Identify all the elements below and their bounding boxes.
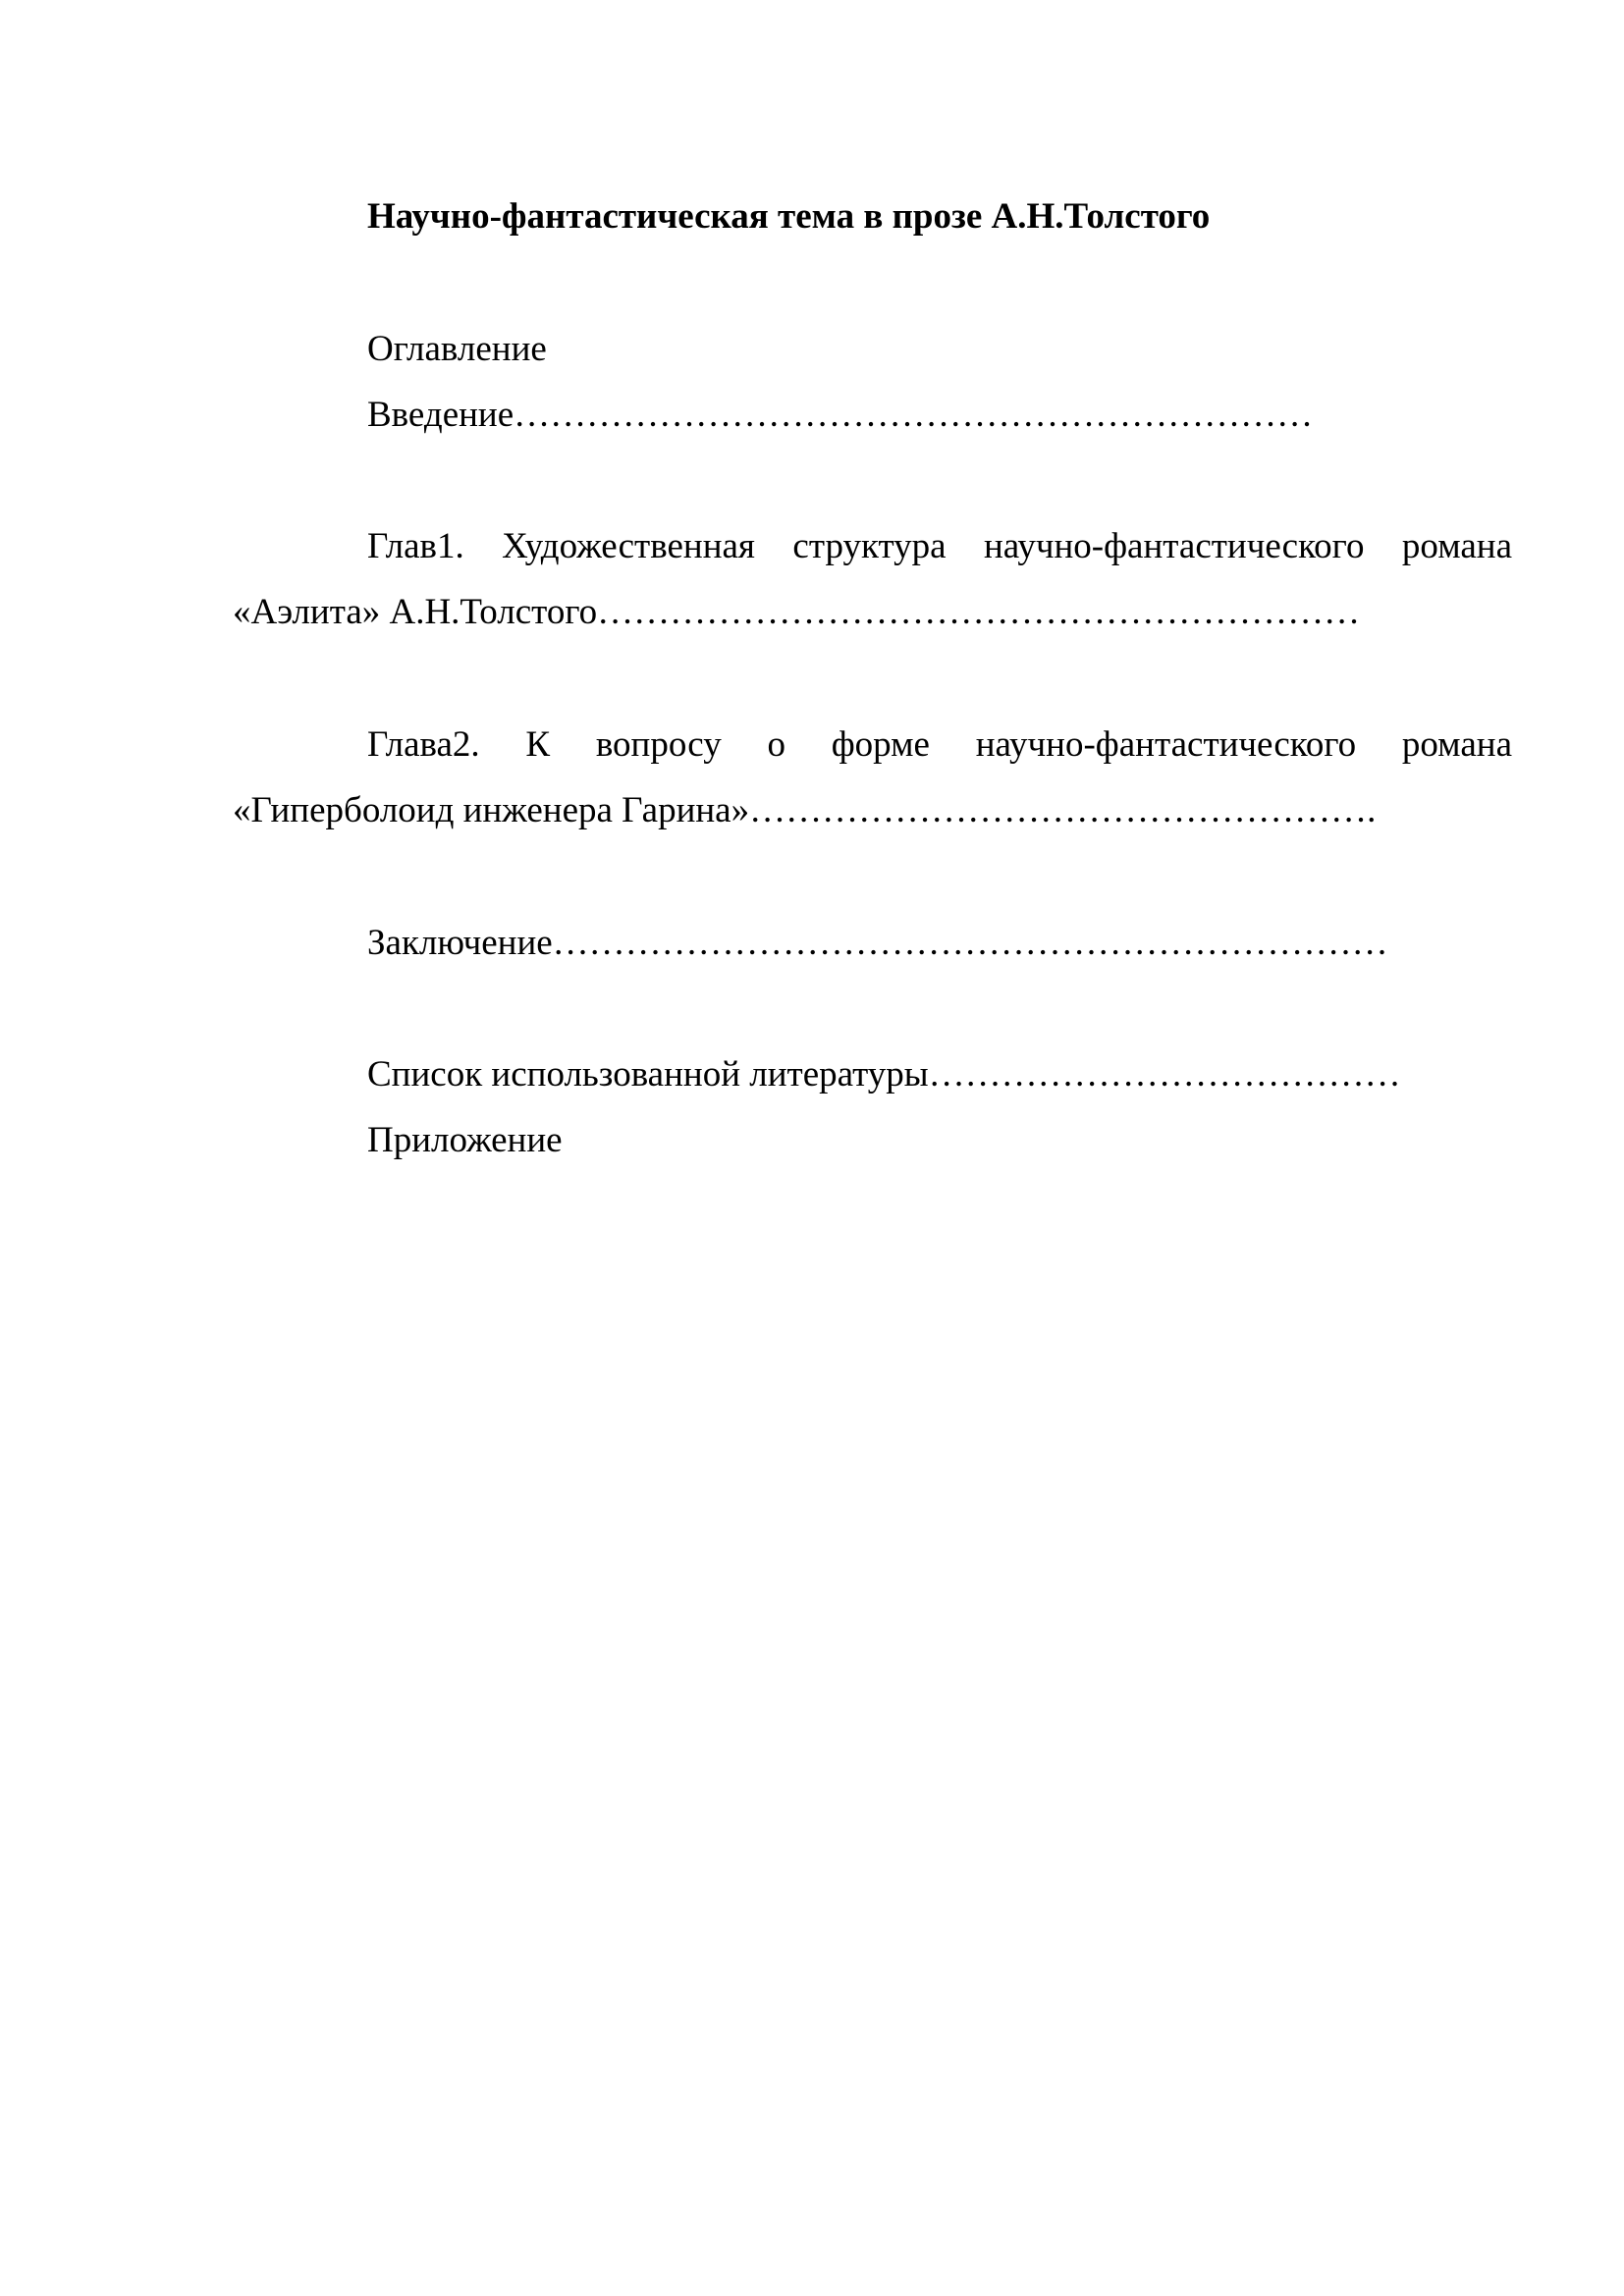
toc-entry-conclusion: Заключение…………………………………………………………… <box>367 923 1388 963</box>
document-title: Научно-фантастическая тема в прозе А.Н.Толстого <box>367 196 1211 237</box>
toc-entry-chapter1-line1: Глав1. Художественная структура научно-фантастического романа <box>367 526 1512 566</box>
toc-entry-appendix: Приложение <box>367 1120 563 1160</box>
toc-entry-bibliography: Список использованной литературы………………………………… <box>367 1054 1401 1095</box>
toc-entry-chapter2-line1: Глава2. К вопросу о форме научно-фантастического романа <box>367 724 1512 765</box>
toc-heading: Оглавление <box>367 329 547 369</box>
toc-entry-chapter2 <box>233 712 1512 843</box>
toc-entry-intro: Введение………………………………………………………… <box>367 395 1314 435</box>
toc-entry-chapter1 <box>233 513 1512 645</box>
toc-entry-chapter2-line2: «Гиперболоид инженера Гарина»……………………………………………. <box>233 790 1377 830</box>
toc-entry-chapter1-line2: «Аэлита» А.Н.Толстого……………………………………………………… <box>233 592 1361 632</box>
